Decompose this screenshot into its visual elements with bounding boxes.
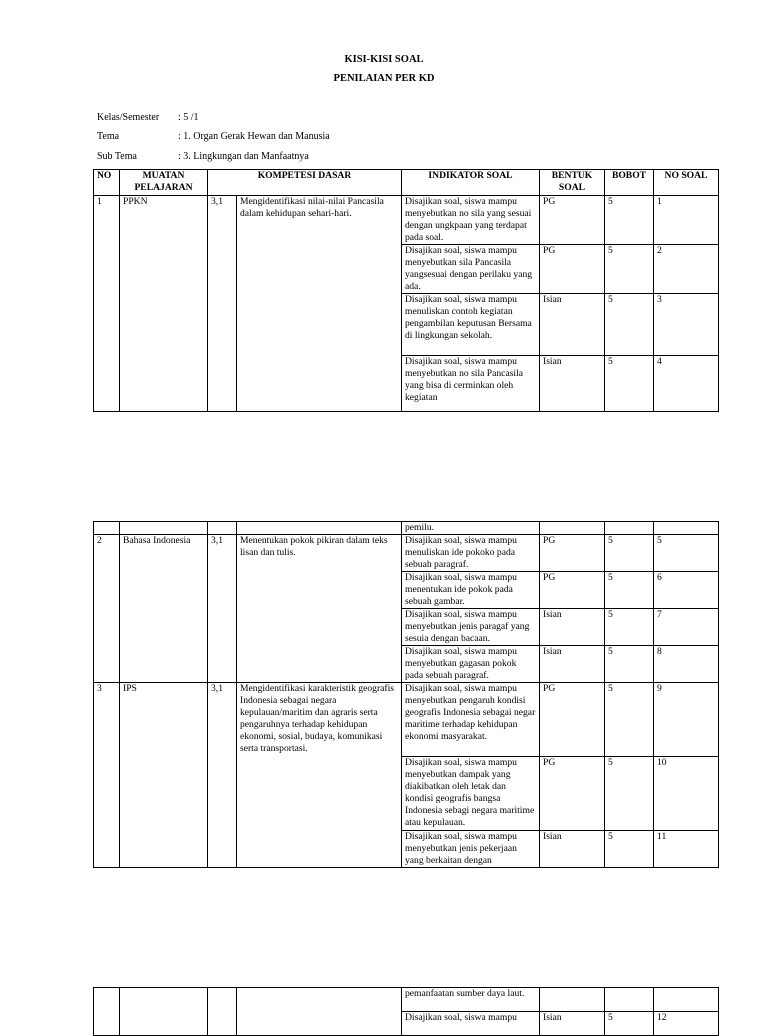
row-no-soal: 3 xyxy=(654,294,719,356)
table-row xyxy=(94,535,719,572)
col-header-kompetensi: KOMPETESI DASAR xyxy=(208,170,402,196)
col-header-bobot: BOBOT xyxy=(605,170,654,196)
row-indikator: Disajikan soal, siswa mampu menyebutkan jenis paragaf yang sesuia dengan bacaan. xyxy=(402,609,540,646)
row-bentuk: PG xyxy=(540,196,605,245)
kisi-table-part-3 xyxy=(93,987,719,1036)
row-no-soal: 12 xyxy=(654,1012,719,1036)
row-indikator: Disajikan soal, siswa mampu menyebutkan gagasan pokok pada sebuah paragraf. xyxy=(402,646,540,683)
row-bentuk: Isian xyxy=(540,356,605,412)
table-row xyxy=(94,196,719,245)
row-no-soal: 8 xyxy=(654,646,719,683)
row-indikator-continuation: pemilu. xyxy=(402,522,540,535)
document-subtitle: PENILAIAN PER KD xyxy=(333,73,435,84)
row-bentuk: PG xyxy=(540,535,605,572)
meta-label-kelas: Kelas/Semester xyxy=(97,112,160,123)
row-muatan: PPKN xyxy=(120,196,208,412)
row-kd-number: 3,1 xyxy=(208,535,237,683)
row-no-soal: 9 xyxy=(654,683,719,757)
row-muatan: Bahasa Indonesia xyxy=(120,535,208,683)
empty-cell xyxy=(540,988,605,1012)
row-bobot: 5 xyxy=(605,356,654,412)
empty-cell xyxy=(654,522,719,535)
row-no-soal: 6 xyxy=(654,572,719,609)
row-indikator: Disajikan soal, siswa mampu menyebutkan sila Pancasila yangsesuai dengan perilaku yang ada. xyxy=(402,245,540,294)
col-header-bentuk: BENTUK SOAL xyxy=(540,170,605,196)
row-no-soal: 4 xyxy=(654,356,719,412)
row-bentuk: PG xyxy=(540,245,605,294)
empty-cell xyxy=(605,988,654,1012)
row-kompetensi: Mengidentifikasi nilai-nilai Pancasila dalam kehidupan sehari-hari. xyxy=(237,196,402,412)
row-bobot: 5 xyxy=(605,646,654,683)
row-indikator: Disajikan soal, siswa mampu menyebutkan jenis pekerjaan yang berkaitan dengan xyxy=(402,831,540,868)
row-indikator: Disajikan soal, siswa mampu menentukan ide pokok pada sebuah gambar. xyxy=(402,572,540,609)
row-bobot: 5 xyxy=(605,683,654,757)
col-header-indikator: INDIKATOR SOAL xyxy=(402,170,540,196)
col-header-no-soal: NO SOAL xyxy=(654,170,719,196)
row-bentuk: PG xyxy=(540,683,605,757)
row-bobot: 5 xyxy=(605,196,654,245)
row-indikator: Disajikan soal, siswa mampu menyebutkan pengaruh kondisi geografis Indonesia sebagai negar maritime terhadap kehidupan ekonomi masyarakat. xyxy=(402,683,540,757)
col-header-no: NO xyxy=(94,170,120,196)
row-indikator: Disajikan soal, siswa mampu menuliskan ide pokoko pada sebuah paragraf. xyxy=(402,535,540,572)
row-indikator: Disajikan soal, siswa mampu xyxy=(402,1012,540,1036)
row-bentuk: PG xyxy=(540,572,605,609)
row-indikator: Disajikan soal, siswa mampu menyebutkan no sila yang sesuai dengan ungkpaan yang terdapat pada soal. xyxy=(402,196,540,245)
row-no-soal: 5 xyxy=(654,535,719,572)
empty-cell xyxy=(120,988,208,1036)
empty-cell xyxy=(208,988,237,1036)
row-bobot: 5 xyxy=(605,245,654,294)
empty-cell xyxy=(540,522,605,535)
row-bentuk: Isian xyxy=(540,1012,605,1036)
header-row xyxy=(94,170,719,196)
empty-cell xyxy=(237,522,402,535)
row-no: 2 xyxy=(94,535,120,683)
row-bobot: 5 xyxy=(605,609,654,646)
row-kompetensi: Mengidentifikasi karakteristik geografis Indonesia sebagai negara kepulauan/maritim dan agraris serta pengaruhnya terhadap kehidupan ekonomi, sosial, budaya, komunikasi serta transportasi. xyxy=(237,683,402,868)
row-muatan: IPS xyxy=(120,683,208,868)
empty-cell xyxy=(94,522,120,535)
document-title: KISI-KISI SOAL xyxy=(344,54,424,65)
row-no-soal: 10 xyxy=(654,757,719,831)
row-no: 1 xyxy=(94,196,120,412)
row-no-soal: 7 xyxy=(654,609,719,646)
row-bobot: 5 xyxy=(605,831,654,868)
row-indikator: Disajikan soal, siswa mampu menyebutkan dampak yang diakibatkan oleh letak dan kondisi geografis bangsa Indonesia sebagi negara maritime atau kepulauan. xyxy=(402,757,540,831)
row-bobot: 5 xyxy=(605,294,654,356)
row-bobot: 5 xyxy=(605,757,654,831)
row-bentuk: Isian xyxy=(540,646,605,683)
row-no-soal: 1 xyxy=(654,196,719,245)
meta-value-kelas: : 5 /1 xyxy=(178,112,199,123)
empty-cell xyxy=(654,988,719,1012)
kisi-table-part-2 xyxy=(93,521,719,868)
row-indikator-continuation: pemanfaatan sumber daya laut. xyxy=(402,988,540,1012)
row-kd-number: 3,1 xyxy=(208,683,237,868)
kisi-table-part-1 xyxy=(93,169,719,412)
col-header-muatan: MUATAN PELAJARAN xyxy=(120,170,208,196)
empty-cell xyxy=(208,522,237,535)
empty-cell xyxy=(94,988,120,1036)
row-bobot: 5 xyxy=(605,572,654,609)
meta-value-tema: : 1. Organ Gerak Hewan dan Manusia xyxy=(178,131,330,142)
row-no-soal: 11 xyxy=(654,831,719,868)
row-indikator: Disajikan soal, siswa mampu menyebutkan no sila Pancasila yang bisa di cerminkan oleh kegiatan xyxy=(402,356,540,412)
empty-cell xyxy=(237,988,402,1036)
row-bobot: 5 xyxy=(605,535,654,572)
continuation-row xyxy=(94,988,719,1012)
row-indikator: Disajikan soal, siswa mampu menuliskan contoh kegiatan pengambilan keputusan Bersama di lingkungan sekolah. xyxy=(402,294,540,356)
empty-cell xyxy=(120,522,208,535)
row-no-soal: 2 xyxy=(654,245,719,294)
meta-label-subtema: Sub Tema xyxy=(97,151,137,162)
row-bentuk: PG xyxy=(540,757,605,831)
row-bentuk: Isian xyxy=(540,609,605,646)
row-no: 3 xyxy=(94,683,120,868)
row-bentuk: Isian xyxy=(540,294,605,356)
empty-cell xyxy=(605,522,654,535)
meta-label-tema: Tema xyxy=(97,131,120,142)
continuation-row xyxy=(94,522,719,535)
row-bobot: 5 xyxy=(605,1012,654,1036)
table-row xyxy=(94,683,719,757)
row-kompetensi: Menentukan pokok pikiran dalam teks lisan dan tulis. xyxy=(237,535,402,683)
row-bentuk: Isian xyxy=(540,831,605,868)
meta-value-subtema: : 3. Lingkungan dan Manfaatnya xyxy=(178,151,309,162)
row-kd-number: 3,1 xyxy=(208,196,237,412)
